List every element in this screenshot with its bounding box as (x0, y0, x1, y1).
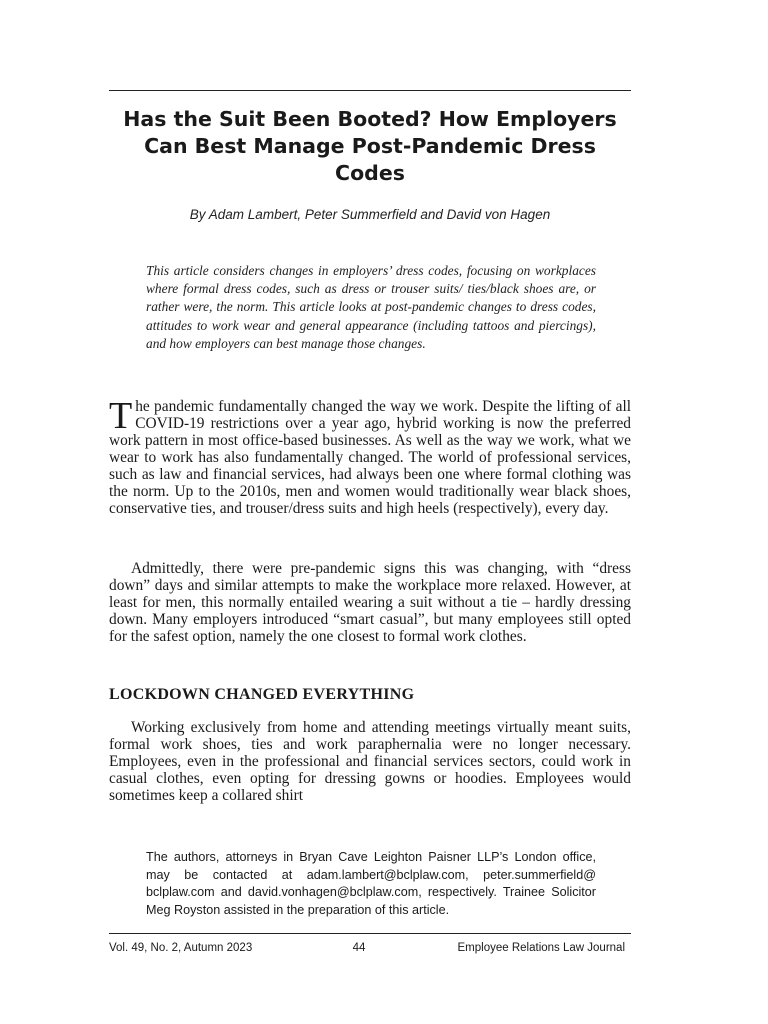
paragraph-3: Working exclusively from home and attending meetings virtually meant suits, formal work shoes, ties and work paraphernalia were no longer necessary. Employees, even in the professional and financial services sectors, could work in casual clothes, even opting for dressing gowns or hoodies. Employees would sometimes keep a collared shirt (109, 719, 631, 804)
author-footnote: The authors, attorneys in Bryan Cave Leighton Paisner LLP’s London office, may be contacted at adam.lambert@bclplaw.com, peter.summerfield@ bclplaw.com and david.vonhagen@bclplaw.com, respectively. Trainee Solicitor Meg Royston assisted in the preparation of this article. (146, 850, 596, 917)
paragraph-1 (109, 395, 631, 517)
paragraph-2: Admittedly, there were pre-pandemic signs this was changing, with “dress down” days and similar attempts to make the workplace more relaxed. However, at least for men, this normally entailed wearing a suit without a tie – hardly dressing down. Many employers introduced “smart casual”, but many employees still opted for the safest option, namely the one closest to formal work clothes. (109, 560, 631, 645)
page-number: 44 (352, 942, 366, 954)
bottom-rule (109, 933, 631, 934)
footer-volume: Vol. 49, No. 2, Autumn 2023 (109, 942, 253, 954)
top-rule (109, 90, 631, 91)
byline: By Adam Lambert, Peter Summerfield and David von Hagen (189, 207, 551, 222)
footer-journal: Employee Relations Law Journal (457, 942, 625, 954)
article-title: Has the Suit Been Booted? How Employers Can Best Manage Post-Pandemic Dress Codes (123, 107, 617, 185)
paragraph-1-text: he pandemic fundamentally changed the way we work. Despite the lifting of all COVID-19 restrictions over a year ago, hybrid working is now the preferred work pattern in most office-based businesses. As well as the way we work, what we wear to work has also fundamentally changed. The world of professional services, such as law and financial services, had always been one where formal clothing was the norm. Up to the 2010s, men and women would traditionally wear black shoes, conservative ties, and trouser/dress suits and high heels (respectively), every day. (109, 398, 631, 517)
page-footer (109, 942, 631, 958)
drop-cap: T (109, 395, 133, 437)
abstract: This article considers changes in employers’ dress codes, focusing on workplaces where formal dress codes, such as dress or trouser suits/ ties/black shoes are, or rather were, the norm. This article looks at post-pandemic changes to dress codes, attitudes to work wear and general appearance (including tattoos and piercings), and how employers can best manage those changes. (146, 263, 596, 351)
section-heading: LOCKDOWN CHANGED EVERYTHING (109, 686, 415, 703)
